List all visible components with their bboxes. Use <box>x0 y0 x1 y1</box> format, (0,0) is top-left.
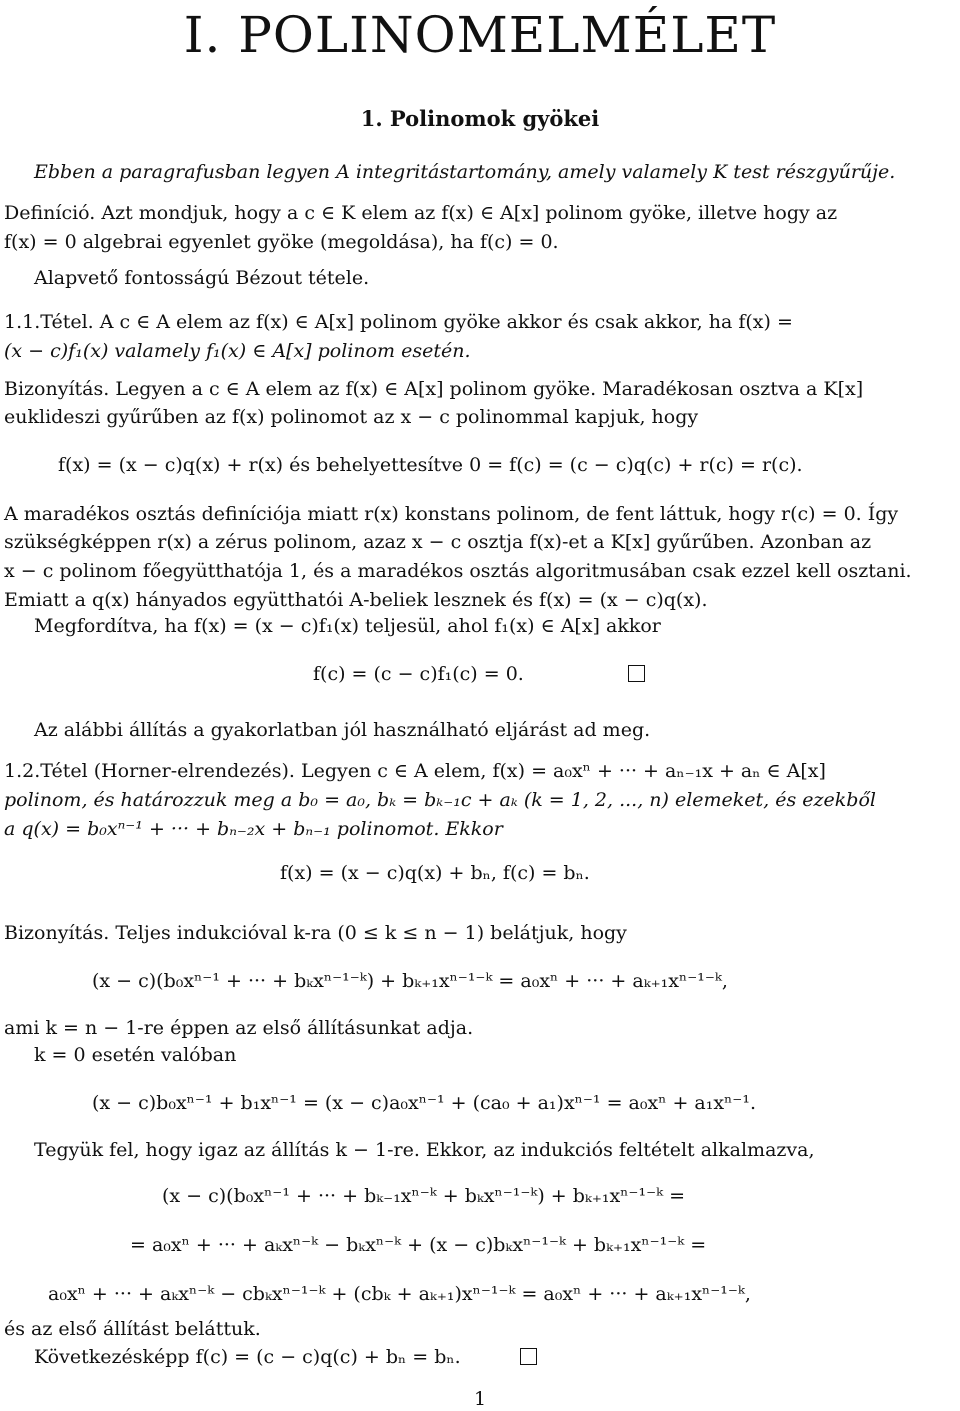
display-equation: f(c) = (c − c)f₁(c) = 0. <box>313 663 524 685</box>
section-heading: 1. Polinomok gyökei <box>360 106 600 131</box>
proof-line: Tegyük fel, hogy igaz az állítás k − 1-re. Ekkor, az indukciós feltételt alkalmazva, <box>34 1139 815 1161</box>
qed-box <box>520 1348 537 1365</box>
text-line: Alapvető fontosságú Bézout tétele. <box>34 267 370 289</box>
proof-line: Bizonyítás. Legyen a c ∈ A elem az f(x) ∈ A[x] polinom gyöke. Maradékosan osztva a K[x] <box>4 378 864 400</box>
display-equation: = a₀xⁿ + ··· + aₖxⁿ⁻ᵏ − bₖxⁿ⁻ᵏ + (x − c)bₖxⁿ⁻¹⁻ᵏ + bₖ₊₁xⁿ⁻¹⁻ᵏ = <box>130 1234 707 1256</box>
proof-line: A maradékos osztás definíciója miatt r(x) konstans polinom, de fent láttuk, hogy r(c) = 0. Így <box>4 503 899 525</box>
proof-line: szükségképpen r(x) a zérus polinom, azaz x − c osztja f(x)-et a K[x] gyűrűben. Azonban az <box>4 531 872 553</box>
display-equation: a₀xⁿ + ··· + aₖxⁿ⁻ᵏ − cbₖxⁿ⁻¹⁻ᵏ + (cbₖ + aₖ₊₁)xⁿ⁻¹⁻ᵏ = a₀xⁿ + ··· + aₖ₊₁xⁿ⁻¹⁻ᵏ, <box>48 1283 751 1305</box>
theorem-line: 1.2.Tétel (Horner-elrendezés). Legyen c ∈ A elem, f(x) = a₀xⁿ + ··· + aₙ₋₁x + aₙ ∈ A[x] <box>4 760 826 782</box>
theorem-line: a q(x) = b₀xⁿ⁻¹ + ··· + bₙ₋₂x + bₙ₋₁ polinomot. Ekkor <box>4 818 503 840</box>
definition-line: f(x) = 0 algebrai egyenlet gyöke (megoldása), ha f(c) = 0. <box>4 231 559 253</box>
proof-line: ami k = n − 1-re éppen az első állításunkat adja. <box>4 1017 474 1039</box>
proof-line: euklideszi gyűrűben az f(x) polinomot az x − c polinommal kapjuk, hogy <box>4 406 699 428</box>
page-number: 1 <box>473 1388 487 1410</box>
proof-line: k = 0 esetén valóban <box>34 1044 237 1066</box>
theorem-line: (x − c)f₁(x) valamely f₁(x) ∈ A[x] polinom esetén. <box>4 340 471 362</box>
proof-line: és az első állítást beláttuk. <box>4 1318 261 1340</box>
text-line: Ebben a paragrafusban legyen A integritástartomány, amely valamely K test részgyűrűje. <box>34 161 896 183</box>
qed-box <box>628 665 645 682</box>
theorem-line: 1.1.Tétel. A c ∈ A elem az f(x) ∈ A[x] polinom gyöke akkor és csak akkor, ha f(x) = <box>4 311 793 333</box>
display-equation: f(x) = (x − c)q(x) + r(x) és behelyettesítve 0 = f(c) = (c − c)q(c) + r(c) = r(c). <box>58 454 803 476</box>
definition-line: Definíció. Azt mondjuk, hogy a c ∈ K elem az f(x) ∈ A[x] polinom gyöke, illetve hogy az <box>4 202 838 224</box>
theorem-line: polinom, és határozzuk meg a b₀ = a₀, bₖ = bₖ₋₁c + aₖ (k = 1, 2, ..., n) elemeket, és ezekből <box>4 789 876 811</box>
display-equation: (x − c)(b₀xⁿ⁻¹ + ··· + bₖ₋₁xⁿ⁻ᵏ + bₖxⁿ⁻¹⁻ᵏ) + bₖ₊₁xⁿ⁻¹⁻ᵏ = <box>162 1185 685 1207</box>
display-equation: f(x) = (x − c)q(x) + bₙ, f(c) = bₙ. <box>280 862 590 884</box>
display-equation: (x − c)b₀xⁿ⁻¹ + b₁xⁿ⁻¹ = (x − c)a₀xⁿ⁻¹ + (ca₀ + a₁)xⁿ⁻¹ = a₀xⁿ + a₁xⁿ⁻¹. <box>92 1092 756 1114</box>
page-title: I. POLINOMELMÉLET <box>183 6 777 64</box>
display-equation: (x − c)(b₀xⁿ⁻¹ + ··· + bₖxⁿ⁻¹⁻ᵏ) + bₖ₊₁xⁿ⁻¹⁻ᵏ = a₀xⁿ + ··· + aₖ₊₁xⁿ⁻¹⁻ᵏ, <box>92 970 728 992</box>
proof-line: x − c polinom főegyütthatója 1, és a maradékos osztás algoritmusában csak ezzel kell osztani. <box>4 560 912 582</box>
proof-line: Megfordítva, ha f(x) = (x − c)f₁(x) teljesül, ahol f₁(x) ∈ A[x] akkor <box>34 615 661 637</box>
proof-line: Bizonyítás. Teljes indukcióval k-ra (0 ≤ k ≤ n − 1) belátjuk, hogy <box>4 922 627 944</box>
text-line: Az alábbi állítás a gyakorlatban jól használható eljárást ad meg. <box>34 719 651 741</box>
proof-line: Következésképp f(c) = (c − c)q(c) + bₙ = bₙ. <box>34 1346 461 1368</box>
proof-line: Emiatt a q(x) hányados együtthatói A-beliek lesznek és f(x) = (x − c)q(x). <box>4 589 708 611</box>
